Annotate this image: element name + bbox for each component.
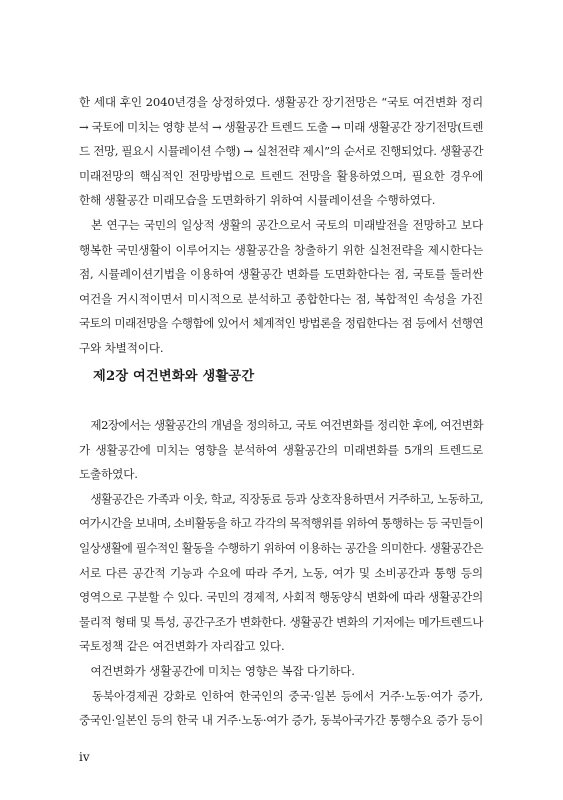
text-line: 미래전망의 핵심적인 전망방법으로 트렌드 전망을 활용하였으며, 필요한 경우에 — [79, 168, 483, 183]
intro-paragraph — [79, 90, 483, 361]
text-line: 도출하였다. — [79, 467, 138, 482]
text-line: 가 생활공간에 미치는 영향을 분석하여 생활공간의 미래변화를 5개의 트렌드로 — [79, 442, 483, 457]
chapter2-paragraph — [79, 413, 483, 733]
page-body — [79, 90, 484, 728]
text-line: 행복한 국민생활이 이루어지는 생활공간을 창출하기 위한 실천전략을 제시한다는 — [79, 242, 483, 257]
text-line: 한 세대 후인 2040년경을 상정하였다. 생활공간 장기전망은 “국토 여건변화 정리 — [79, 95, 483, 109]
page-number: iv — [79, 750, 90, 764]
text-line: 동북아경제권 강화로 인하여 한국인의 중국·일본 등에서 거주·노동·여가 증가, — [79, 688, 483, 703]
text-line: 일상생활에 필수적인 활동을 수행하기 위하여 이용하는 공간을 의미한다. 생활공간은 — [79, 540, 483, 555]
text-line: 구와 차별적이다. — [79, 340, 164, 355]
text-line: 본 연구는 국민의 일상적 생활의 공간으로서 국토의 미래발전을 전망하고 보다 — [79, 217, 483, 232]
text-line: 중국인·일본인 등의 한국 내 거주·노동·여가 증가, 동북아국가간 통행수요 증가 등이 — [79, 713, 483, 728]
text-line: 한해 생활공간 미래모습을 도면화하기 위하여 시뮬레이션을 수행하였다. — [79, 193, 436, 208]
text-line: 생활공간은 가족과 이웃, 학교, 직장동료 등과 상호작용하면서 거주하고, 노동하고, — [79, 491, 483, 506]
text-line: 여건변화가 생활공간에 미치는 영향은 복잡 다기하다. — [79, 663, 355, 678]
text-line: 제2장에서는 생활공간의 개념을 정의하고, 국토 여건변화를 정리한 후에, 여건변화 — [79, 418, 483, 432]
text-line: 서로 다른 공간적 기능과 수요에 따라 주거, 노동, 여가 및 소비공간과 통행 등의 — [79, 565, 483, 580]
text-line: 드 전망, 필요시 시뮬레이션 수행) → 실천전략 제시”의 순서로 진행되었다. 생활공간 — [79, 144, 483, 159]
text-line: → 국토에 미치는 영향 분석 → 생활공간 트렌드 도출 → 미래 생활공간 장기전망(트렌 — [79, 119, 483, 134]
section-heading: 제2장 여건변화와 생활공간 — [93, 369, 255, 384]
text-line: 영역으로 구분할 수 있다. 국민의 경제적, 사회적 행동양식 변화에 따라 생활공간의 — [79, 590, 483, 605]
text-line: 국토정책 같은 여건변화가 자리잡고 있다. — [79, 639, 285, 654]
text-line: 국토의 미래전망을 수행함에 있어서 체계적인 방법론을 정립한다는 점 등에서 선행연 — [79, 316, 483, 331]
text-line: 점, 시뮬레이션기법을 이용하여 생활공간 변화를 도면화한다는 점, 국토를 둘러싼 — [79, 267, 483, 282]
text-line: 물리적 형태 및 특성, 공간구조가 변화한다. 생활공간 변화의 기저에는 메가트렌드나 — [79, 614, 483, 629]
text-line: 여건을 거시적이면서 미시적으로 분석하고 종합한다는 점, 복합적인 속성을 가진 — [79, 291, 483, 306]
text-line: 여가시간을 보내며, 소비활동을 하고 각각의 목적행위를 위하여 통행하는 등 국민들이 — [79, 516, 484, 531]
